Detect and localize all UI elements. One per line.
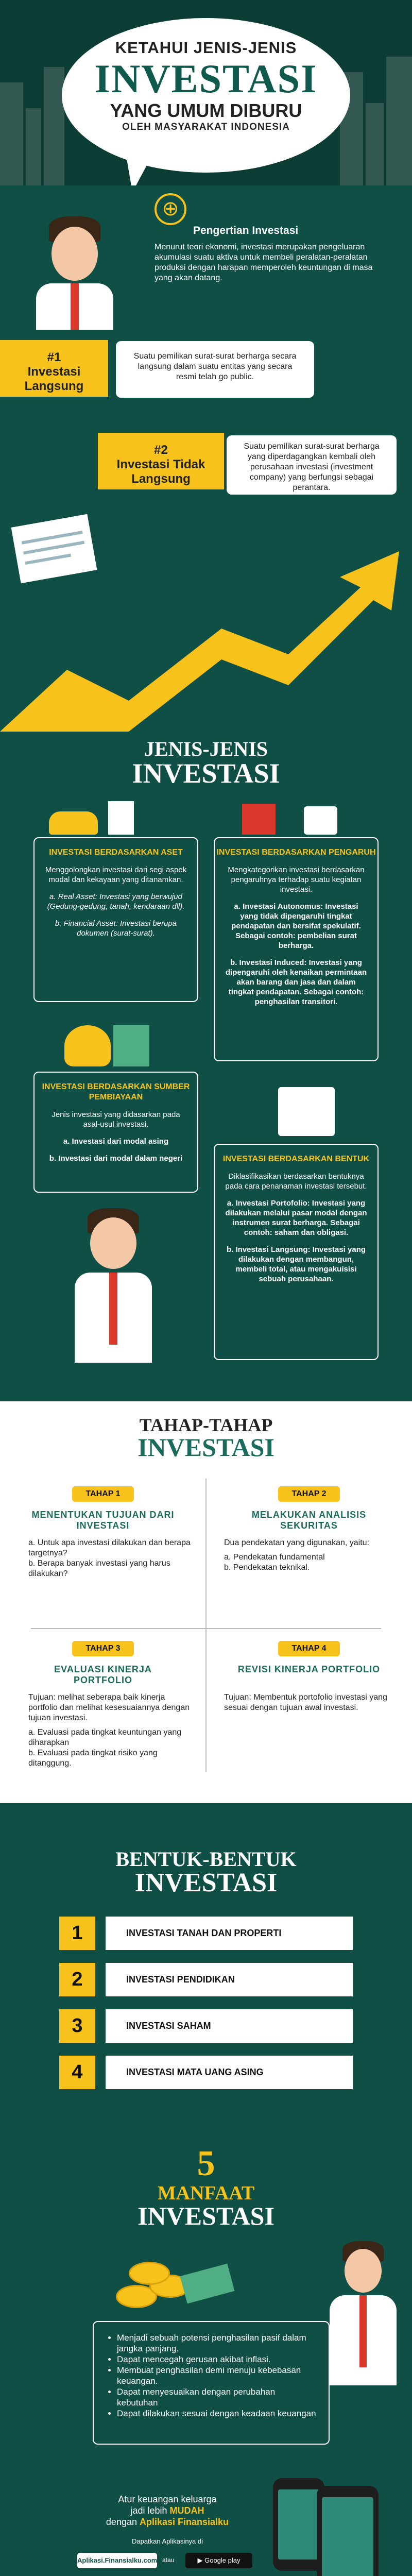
- divider-vertical: [205, 1479, 207, 1772]
- jenis-box-point: b. Investasi dari modal dalam negeri: [49, 1154, 183, 1163]
- jenis-box-title: INVESTASI BERDASARKAN PENGARUH: [216, 848, 376, 857]
- jenis-box-title: INVESTASI BERDASARKAN SUMBER PEMBIAYAAN: [42, 1082, 190, 1101]
- google-play-button[interactable]: [185, 2553, 252, 2568]
- tahap-step-text: [224, 1692, 389, 1713]
- tahap-step-title: EVALUASI KINERJA PORTFOLIO: [54, 1664, 152, 1685]
- type-2-title: Investasi Tidak Langsung: [116, 457, 205, 486]
- tahap-line: b. Evaluasi pada tingkat risiko yang ditanggung.: [28, 1749, 158, 1768]
- jenis-box-point: a. Investasi dari modal asing: [63, 1137, 169, 1146]
- tahap-title-2: INVESTASI: [138, 1433, 274, 1462]
- manfaat-number: 5: [197, 2144, 215, 2183]
- tahap-line: b. Berapa banyak investasi yang harus dilakukan?: [28, 1559, 170, 1578]
- house-icon: [242, 804, 276, 835]
- jenis-box-aset: [33, 837, 198, 1002]
- tahap-section: [0, 1401, 412, 1803]
- phone-screen: [278, 2489, 319, 2560]
- coin-stack-icon: [129, 2262, 170, 2285]
- pengertian-title: Pengertian Investasi: [193, 225, 299, 236]
- tahap-pill: TAHAP 2: [278, 1486, 340, 1502]
- bentuk-title-1: BENTUK-BENTUK: [115, 1848, 297, 1871]
- bentuk-item: INVESTASI SAHAM: [106, 2009, 353, 2043]
- app-line-3a: dengan: [106, 2517, 140, 2527]
- tahap-line: Dua pendekatan yang digunakan, yaitu:: [224, 1538, 369, 1547]
- businessman-illustration: [322, 2241, 404, 2385]
- tahap-step-text: [28, 1538, 193, 1579]
- play-icon: ▶: [197, 2556, 205, 2564]
- manfaat-title-2: INVESTASI: [138, 2201, 274, 2230]
- tahap-step-title: REVISI KINERJA PORTFOLIO: [237, 1664, 381, 1674]
- app-line-2: [72, 2505, 263, 2516]
- jenis-box-title: INVESTASI BERDASARKAN BENTUK: [222, 1155, 370, 1163]
- document-icon: [108, 801, 134, 835]
- globe-icon: ⊕: [154, 193, 186, 225]
- header-line-4: OLEH MASYARAKAT INDONESIA: [122, 122, 290, 132]
- businessman-illustration: [23, 216, 126, 330]
- tie: [359, 2295, 367, 2367]
- app-line-2b: MUDAH: [169, 2505, 204, 2516]
- banknote-icon: [180, 2264, 235, 2304]
- jenis-box-intro: Mengkategorikan investasi berdasarkan pengaruhnya terhadap suatu kegiatan investasi.: [228, 866, 365, 894]
- bentuk-title-2: INVESTASI: [134, 1868, 278, 1897]
- phone-illustration: [317, 2486, 379, 2576]
- jenis-box-point: b. Financial Asset: Investasi berupa dokumen (surat-surat).: [55, 919, 177, 938]
- tahap-pill: TAHAP 1: [72, 1486, 134, 1502]
- jenis-box-point: b. Investasi Induced: Investasi yang dipengaruhi oleh kenaikan permintaan akan barang dan jasa dan dalam tingkat pendapatan. Sebagai contoh: penghasilan transitori.: [225, 958, 367, 1006]
- tahap-step-title: MENENTUKAN TUJUAN DARI INVESTASI: [31, 1510, 175, 1531]
- jenis-box-bentuk: [214, 1144, 379, 1360]
- tahap-pill: TAHAP 4: [278, 1641, 340, 1656]
- app-line-2a: jadi lebih: [130, 2505, 170, 2516]
- header-line-1: KETAHUI JENIS-JENIS: [115, 39, 297, 57]
- manfaat-item: • Dapat mencegah gerusan akibat inflasi.: [117, 2354, 318, 2365]
- app-or-label: atau: [162, 2556, 175, 2564]
- banknote-icon: [113, 1025, 149, 1066]
- phone-screen: [322, 2497, 373, 2576]
- bentuk-item: INVESTASI PENDIDIKAN: [106, 1963, 353, 1996]
- jenis-title-1: JENIS-JENIS: [144, 737, 268, 760]
- manfaat-item: • Dapat menyesuaikan dengan perubahan kebutuhan: [117, 2386, 318, 2408]
- face: [90, 1217, 136, 1269]
- jenis-box-point: b. Investasi Langsung: Investasi yang dilakukan dengan membangun, membeli total, atau mengakuisisi sebuah perusahaan.: [226, 1245, 366, 1283]
- pengertian-text: Menurut teori ekonomi, investasi merupakan pengeluaran akumulasi suatu aktiva untuk membeli peralatan-peralatan produksi dengan harapan memperoleh keuntungan di masa yang akan datang.: [154, 243, 373, 282]
- growth-arrow-graphic: [0, 500, 412, 732]
- jenis-box-sumber: [33, 1072, 198, 1193]
- face: [345, 2249, 382, 2293]
- header-line-2: INVESTASI: [94, 56, 318, 101]
- app-section: [0, 2468, 412, 2576]
- divider-horizontal: [31, 1628, 381, 1629]
- type-1-label: [0, 340, 108, 397]
- jenis-box-point: a. Investasi Autonomus: Investasi yang tidak dipengaruhi tingkat pendapatan dan bersifat spekulatif. Sebagai contoh: pembelian surat berharga.: [231, 902, 361, 950]
- app-line-3: [72, 2516, 263, 2528]
- google-play-label: Google play: [204, 2556, 241, 2564]
- bentuk-item: INVESTASI MATA UANG ASING: [106, 2056, 353, 2089]
- businessman-illustration: [62, 1208, 165, 1363]
- tahap-line: a. Pendekatan fundamental: [224, 1553, 325, 1562]
- tahap-step-text: [224, 1538, 389, 1573]
- tahap-line: Tujuan: Membentuk portofolio investasi yang sesuai dengan tujuan awal investasi.: [224, 1693, 387, 1712]
- manfaat-item: • Membuat penghasilan demi menuju kebebasan keuangan.: [117, 2365, 318, 2386]
- car-icon: [49, 811, 98, 835]
- pie-chart-document-icon: [278, 1087, 335, 1136]
- bentuk-item: INVESTASI TANAH DAN PROPERTI: [106, 1917, 353, 1950]
- jenis-box-title: INVESTASI BERDASARKAN ASET: [49, 848, 183, 857]
- manfaat-list: [117, 2332, 318, 2419]
- jenis-box-intro: Menggolongkan investasi dari segi aspek modal dan kekayaan yang ditanamkan.: [45, 866, 187, 884]
- jenis-box-point: a. Real Asset: Investasi yang berwujud (Gedung-gedung, tanah, kendaraan dll).: [47, 892, 185, 911]
- jenis-box-intro: Diklasifikasikan berdasarkan bentuknya pada cara penanaman investasi tersebut.: [225, 1172, 367, 1191]
- growth-arrow-shape: [0, 551, 399, 732]
- tie: [109, 1273, 117, 1345]
- bentuk-number: 4: [59, 2056, 95, 2089]
- type-2-desc: Suatu pemilikan surat-surat berharga yang diperdagangkan kembali oleh perusahaan investasi (investment company) yang berfungsi sebagai perantara.: [227, 435, 397, 495]
- type-1-title: Investasi Langsung: [24, 365, 84, 393]
- type-2-label: [98, 433, 224, 489]
- tahap-line: a. Untuk apa investasi dilakukan dan berapa targetnya?: [28, 1538, 191, 1557]
- type-2-number: #2: [154, 443, 168, 457]
- face: [52, 227, 98, 281]
- type-1-desc: Suatu pemilikan surat-surat berharga secara langsung dalam suatu entitas yang secara resmi telah go public.: [116, 341, 314, 398]
- money-bag-icon: [64, 1025, 111, 1066]
- manfaat-item: • Dapat dilakukan sesuai dengan keadaan keuangan: [117, 2408, 318, 2419]
- jenis-title-2: INVESTASI: [132, 758, 280, 789]
- header-line-3: YANG UMUM DIBURU: [110, 100, 302, 121]
- tie: [71, 283, 79, 330]
- app-line-1: Atur keuangan keluarga: [118, 2494, 217, 2504]
- app-download-label: Dapatkan Aplikasinya di: [131, 2537, 203, 2545]
- header-section: [0, 0, 412, 185]
- app-store-link[interactable]: Aplikasi.Finansialku.com: [77, 2553, 157, 2568]
- bentuk-number: 3: [59, 2009, 95, 2043]
- tahap-step-title: MELAKUKAN ANALISIS SEKURITAS: [251, 1510, 367, 1531]
- app-line-3b: Aplikasi Finansialku: [140, 2517, 229, 2527]
- manfaat-title-1: MANFAAT: [157, 2182, 255, 2204]
- gear-chart-icon: [304, 806, 337, 835]
- tahap-step-text: [28, 1692, 193, 1769]
- manfaat-section: [0, 2138, 412, 2468]
- bentuk-section: [0, 1803, 412, 2138]
- tahap-title-1: TAHAP-TAHAP: [139, 1415, 273, 1435]
- tahap-line: Tujuan: melihat seberapa baik kinerja portfolio dan melihat kesesuaiannya dengan tujuan investasi.: [28, 1693, 190, 1722]
- bentuk-number: 2: [59, 1963, 95, 1996]
- jenis-box-intro: Jenis investasi yang didasarkan pada asal-usul investasi.: [52, 1110, 180, 1129]
- type-1-number: #1: [47, 350, 61, 364]
- tahap-line: a. Evaluasi pada tingkat keuntungan yang diharapkan: [28, 1728, 182, 1747]
- tahap-pill: TAHAP 3: [72, 1641, 134, 1656]
- jenis-box-point: a. Investasi Portofolio: Investasi yang dilakukan melalui pasar modal dengan instrumen surat berharga. Sebagai contoh: saham dan obligasi.: [225, 1199, 367, 1237]
- tahap-line: b. Pendekatan teknikal.: [224, 1563, 310, 1572]
- bentuk-number: 1: [59, 1917, 95, 1950]
- manfaat-item: • Menjadi sebuah potensi penghasilan pasif dalam jangka panjang.: [117, 2332, 318, 2354]
- jenis-box-pengaruh: [214, 837, 379, 1061]
- growth-section: [0, 500, 412, 732]
- app-promo: [72, 2494, 263, 2528]
- manfaat-box: [93, 2321, 330, 2445]
